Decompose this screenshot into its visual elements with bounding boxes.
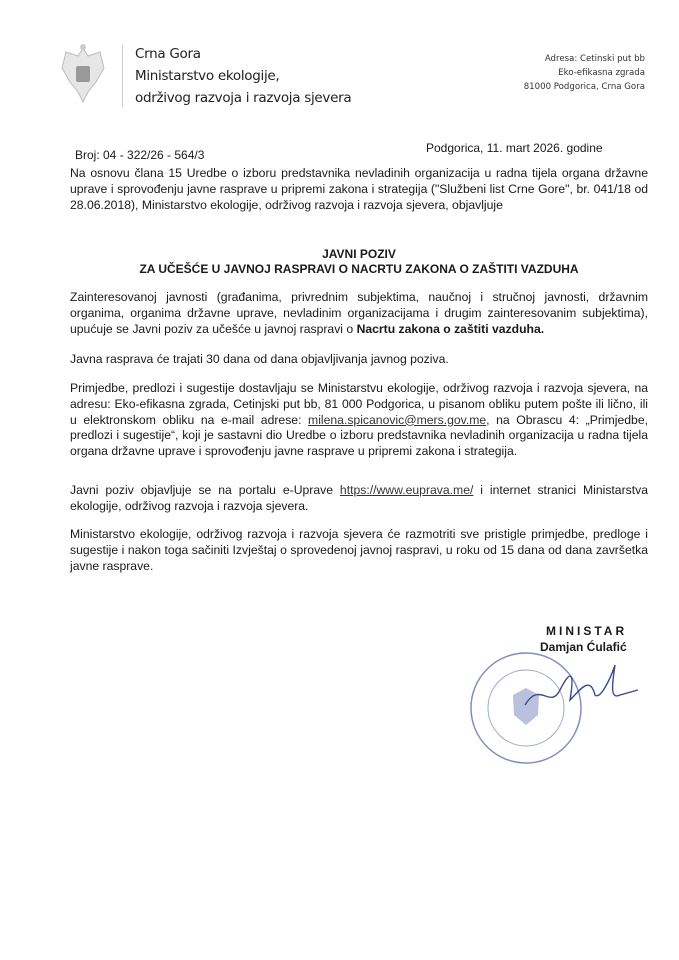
paragraph-text: Javni poziv objavljuje se na portalu e-Uprave: [70, 483, 340, 497]
header-ministry-line2: održivog razvoja i razvoja sjevera: [135, 90, 352, 106]
header-country: Crna Gora: [135, 46, 201, 62]
title-line2: ZA UČEŠĆE U JAVNOJ RASPRAVI O NACRTU ZAKONA O ZAŠTITI VAZDUHA: [139, 262, 579, 276]
paragraph-text: , na Obrascu 4: „Primjedbe, predlozi i sugestije“, koji je sastavni dio Uredbe o izboru predstavnika nevladinih organizacija u radna tijela organa državne uprave i sprovođenju javne rasprave u pripremi zakona i strategija.: [70, 412, 648, 459]
signature-scribble: [520, 660, 640, 720]
paragraph-text: Zainteresovanoj javnosti (građanima, privrednim subjektima, naučnoj i stručnoj javnosti, državnim organima, organima državne uprave, nevladinim organizacijama i drugim zainteresovanim subjektima), upućuje se Javni poziv za učešće u javnoj raspravi o: [70, 290, 648, 336]
draft-law-name: Nacrtu zakona o zaštiti vazduha.: [356, 321, 545, 336]
document-number: Broj: 04 - 322/26 - 564/3: [75, 148, 205, 162]
paragraph-report: Ministarstvo ekologije, održivog razvoja i razvoja sjevera će razmotriti sve pristigle primjedbe, predloge i sugestije i nakon toga sačiniti Izvještaj o sprovedenoj javnoj raspravi, u roku od 15 dana od dana završetka javne rasprave.: [70, 527, 648, 573]
paragraph-text: i internet stranici Ministarstva ekologije, održivog razvoja i razvoja sjevera.: [70, 483, 648, 513]
intro-paragraph: Na osnovu člana 15 Uredbe o izboru predstavnika nevladinih organizacija u radna tijela organa državne uprave i sprovođenju javne rasprave u pripremi zakona i strategija ("Službeni list Crne Gore", br. 041/18 od 28.06.2018), Ministarstvo ekologije, održivog razvoja i razvoja sjevera, objavljuje: [70, 166, 648, 212]
paragraph-text: Primjedbe, predlozi i sugestije dostavljaju se Ministarstvu ekologije, održivog razvoja i razvoja sjevera, na adresu: Eko-efikasna zgrada, Cetinjski put bb, 81 000 Podgorica, u pisanom obliku putem pošte ili lično, ili u elektronskom obliku na e-mail adrese:: [70, 381, 648, 427]
signatory-name: Damjan Ćulafić: [540, 640, 627, 654]
address-line: Eko-efikasna zgrada: [558, 68, 645, 78]
paragraph-publication: [70, 483, 648, 515]
header-ministry-line1: Ministarstvo ekologije,: [135, 68, 280, 84]
address-line: 81000 Podgorica, Crna Gora: [523, 82, 645, 92]
title-line1: JAVNI POZIV: [322, 247, 396, 261]
euprava-link[interactable]: https://www.euprava.me/: [339, 483, 474, 497]
email-link[interactable]: milena.spicanovic@mers.gov.me: [308, 412, 487, 427]
header-org: [135, 43, 351, 109]
signatory-role: MINISTAR: [546, 624, 628, 638]
header-address: [524, 52, 645, 94]
coat-of-arms-logo: [58, 42, 108, 108]
header-divider: [122, 45, 123, 107]
document-title: [70, 247, 648, 277]
document-date: Podgorica, 11. mart 2026. godine: [426, 141, 603, 155]
address-line: Adresa: Cetinski put bb: [544, 54, 645, 64]
paragraph-duration: Javna rasprava će trajati 30 dana od dana objavljivanja javnog poziva.: [70, 352, 449, 366]
paragraph-submissions: [70, 381, 648, 460]
paragraph-public: [70, 290, 648, 337]
